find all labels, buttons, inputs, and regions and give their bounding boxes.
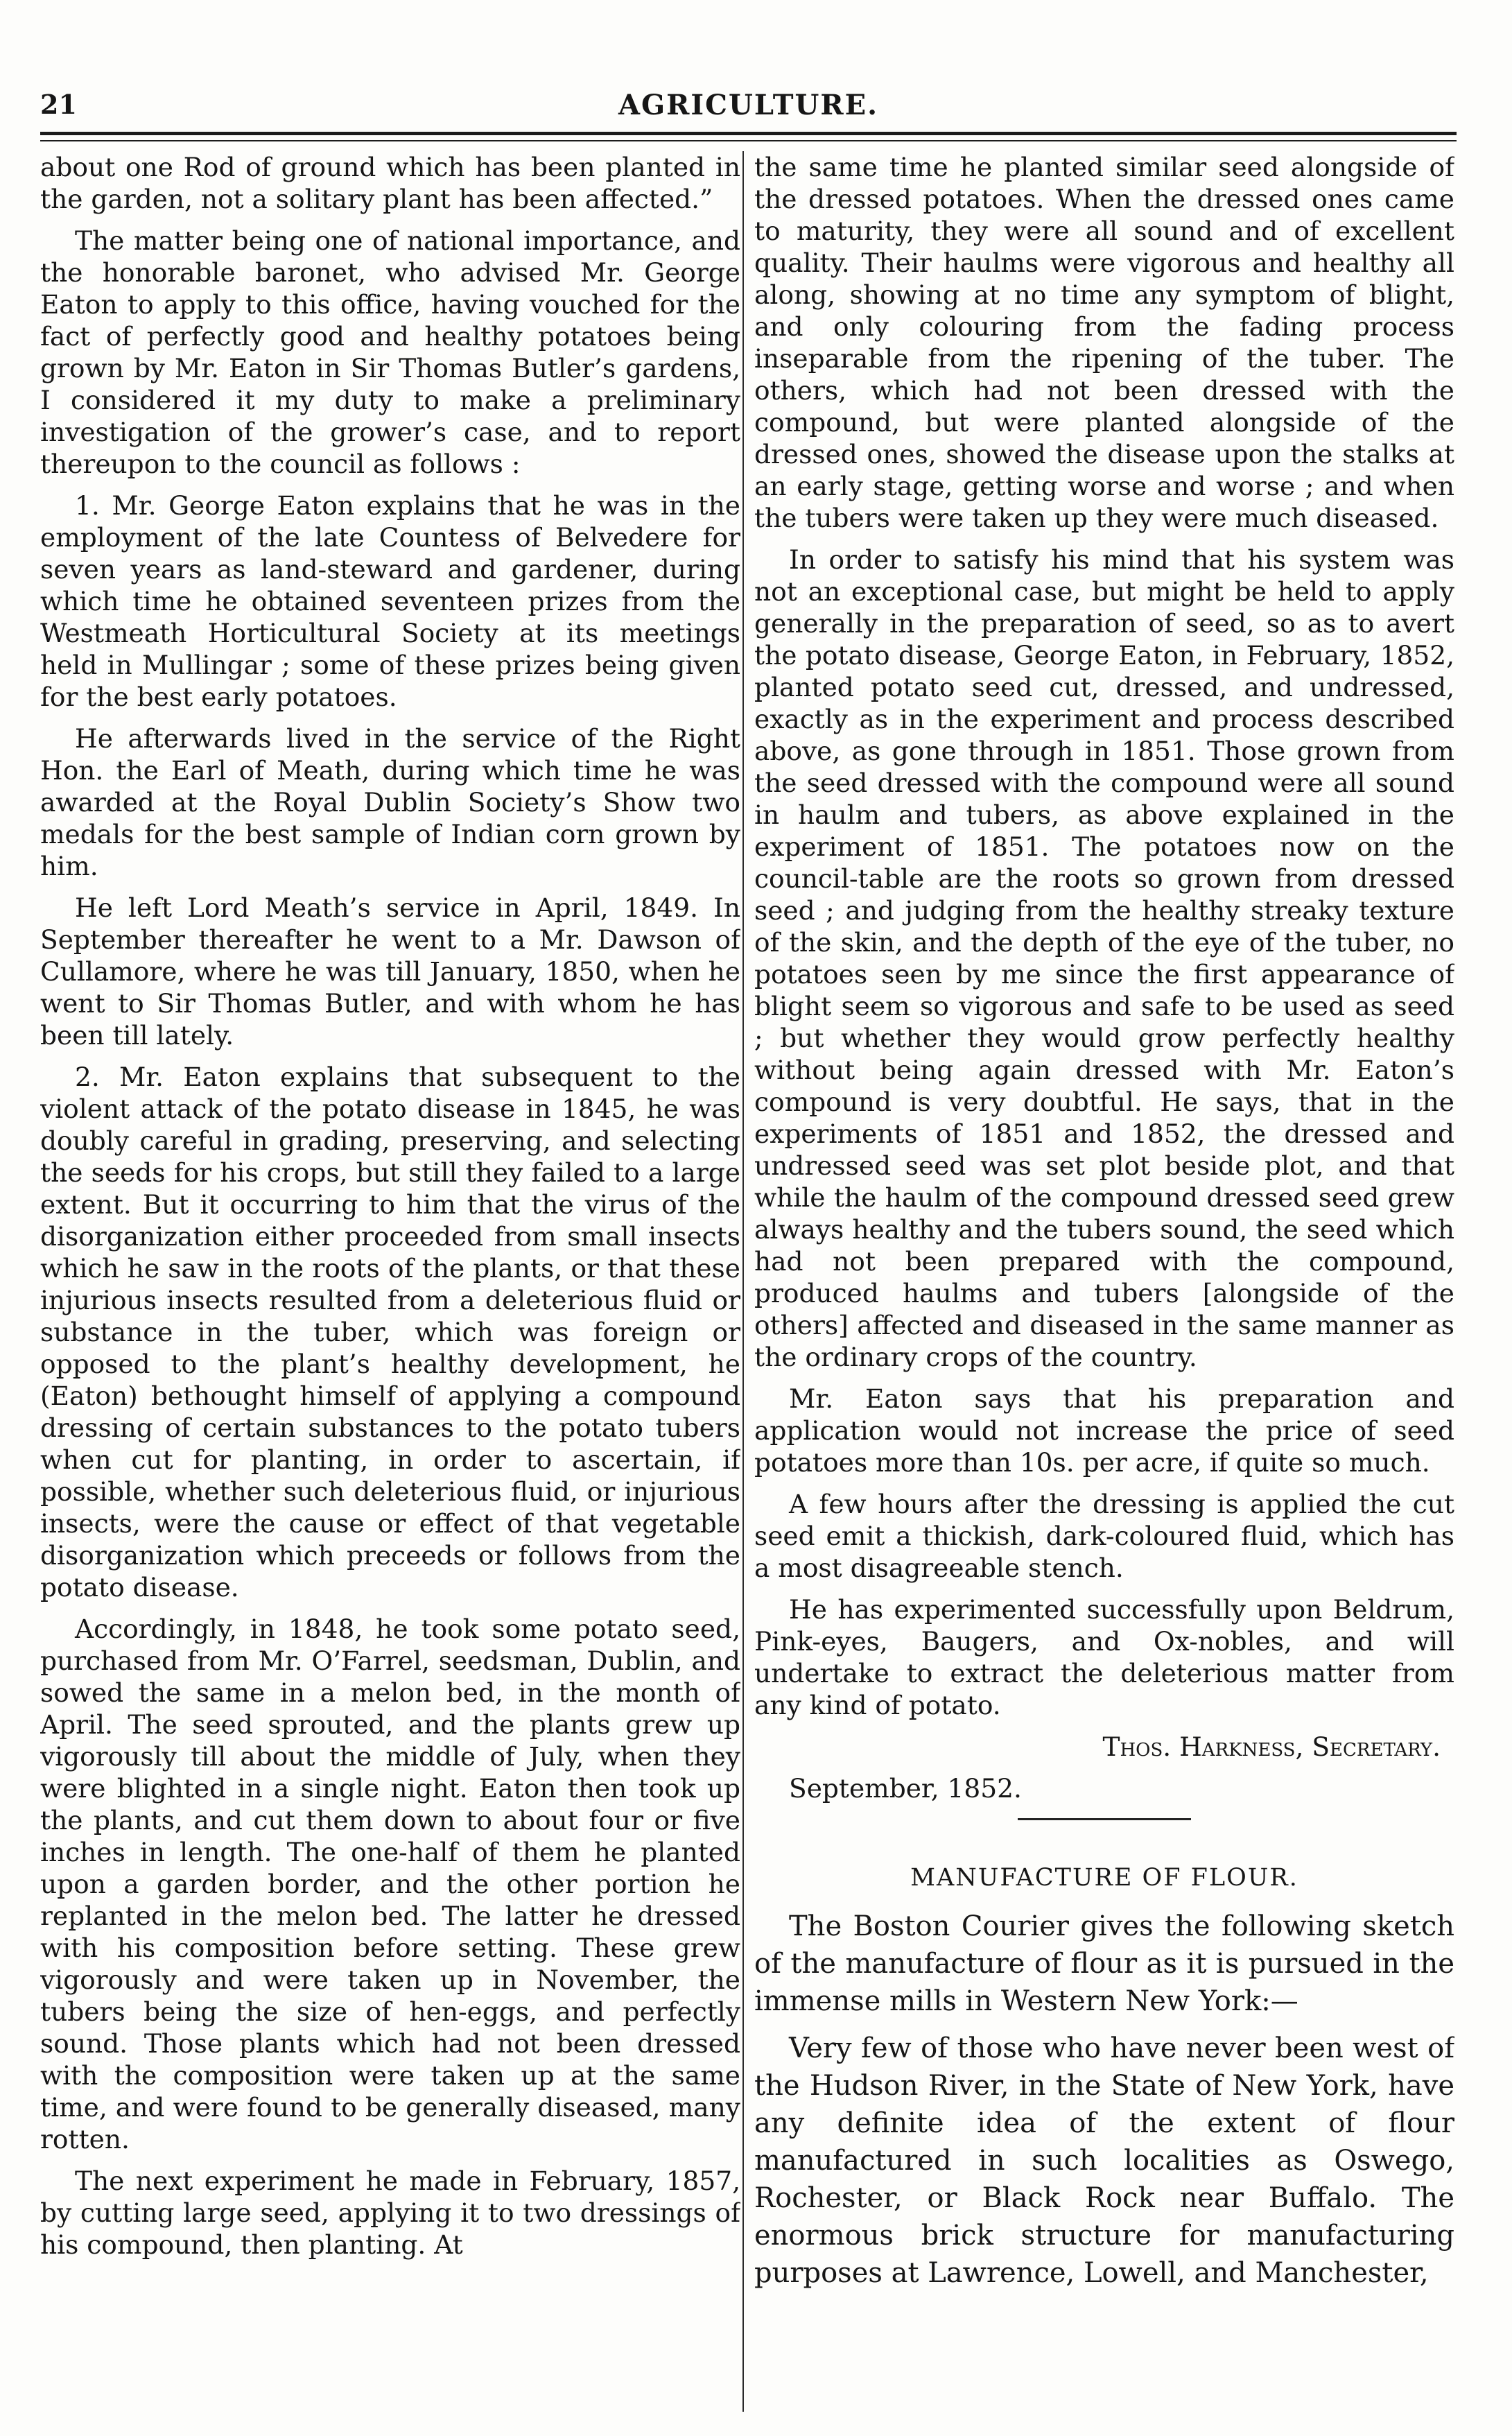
paragraph: He afterwards lived in the service of the Right Hon. the Earl of Meath, during which time he was awarded at the Royal Dublin Society’s Show two medals for the best sample of Indian corn grown by him.: [40, 723, 740, 881]
paragraph: Accordingly, in 1848, he took some potato seed, purchased from Mr. O’Farrel, seedsman, Dublin, and sowed the same in a melon bed, in the month of April. The seed sprouted, and the plants grew up vigorously till about the middle of July, when they were blighted in a single night. Eaton then took up the plants, and cut them down to about four or five inches in length. The one-half of them he planted upon a garden border, and the other portion he replanted in the melon bed. The latter he dressed with his composition before setting. These grew vigorously and were taken up in November, the tubers being the size of hen-eggs, and perfectly sound. Those plants which had not been dressed with the composition were taken up at the same time, and were found to be generally diseased, many rotten.: [40, 1614, 740, 2154]
header-rule-thin: [40, 140, 1457, 141]
paragraph: the same time he planted similar seed alongside of the dressed potatoes. When the dressed ones came to maturity, they were all sound and of excellent quality. Their haulms were vigorous and healthy all along, showing at no time any symptom of blight, and only colouring from the fading process inseparable from the ripening of the tuber. The others, which had not been dressed with the compound, but were planted alongside of the dressed ones, showed the disease upon the stalks at an early stage, getting worse and worse ; and when the tubers were taken up they were much diseased.: [754, 152, 1454, 533]
paragraph: 1. Mr. George Eaton explains that he was in the employment of the late Countess of Belvedere for seven years as land-steward and gardener, during which time he obtained seventeen prizes from the Westmeath Horticultural Society at its meetings held in Mullingar ; some of these prizes being given for the best early potatoes.: [40, 490, 740, 712]
running-title: AGRICULTURE.: [618, 89, 879, 121]
left-column: [40, 151, 740, 2419]
paragraph: Very few of those who have never been west of the Hudson River, in the State of New York, have any definite idea of the extent of flour manufactured in such localities as Oswego, Rochester, or Black Rock near Buffalo. The enormous brick structure for manufacturing purposes at Lawrence, Lowell, and Manchester,: [754, 2032, 1454, 2289]
paragraph: The Boston Courier gives the following sketch of the manufacture of flour as it is pursued in the immense mills in Western New York:—: [754, 1910, 1454, 2017]
paragraph: In order to satisfy his mind that his system was not an exceptional case, but might be held to apply generally in the preparation of seed, so as to avert the potato disease, George Eaton, in February, 1852, planted potato seed cut, dressed, and undressed, exactly as in the experiment and process described above, as gone through in 1851. Those grown from the seed dressed with the compound were all sound in haulm and tubers, as above explained in the experiment of 1851. The potatoes now on the council-table are the roots so grown from dressed seed ; and judging from the healthy streaky texture of the skin, and the depth of the eye of the tuber, no potatoes seen by me since the first appearance of blight seem so vigorous and safe to be used as seed ; but whether they would grow perfectly healthy without being again dressed with Mr. Eaton’s compound is very doubtful. He says, that in the experiments of 1851 and 1852, the dressed and undressed seed was set plot beside plot, and that while the haulm of the compound dressed seed grew always healthy and the tubers sound, the seed which had not been prepared with the compound, produced haulms and tubers [alongside of the others] affected and diseased in the same manner as the ordinary crops of the country.: [754, 544, 1454, 1372]
paragraph: about one Rod of ground which has been planted in the garden, not a solitary plant has been affected.”: [40, 152, 740, 214]
paragraph: The matter being one of national importance, and the honorable baronet, who advised Mr. George Eaton to apply to this office, having vouched for the fact of perfectly good and healthy potatoes being grown by Mr. Eaton in Sir Thomas Butler’s gardens, I considered it my duty to make a preliminary investigation of the grower’s case, and to report thereupon to the council as follows :: [40, 225, 740, 479]
header-rule-thick: [40, 132, 1457, 135]
paragraph: The next experiment he made in February, 1857, by cutting large seed, applying it to two dressings of his compound, then planting. At: [40, 2166, 740, 2260]
signature-date: September, 1852.: [789, 1773, 1022, 1804]
paragraph: A few hours after the dressing is applied the cut seed emit a thickish, dark-coloured fluid, which has a most disagreeable stench.: [754, 1489, 1454, 1583]
signature-name: Thos. Harkness, Secretary.: [1102, 1731, 1441, 1762]
page-header: [40, 89, 1457, 130]
paragraph: He has experimented successfully upon Beldrum, Pink-eyes, Baugers, and Ox-nobles, and will undertake to extract the deleterious matter from any kind of potato.: [754, 1594, 1454, 1720]
paragraph: 2. Mr. Eaton explains that subsequent to the violent attack of the potato disease in 1845, he was doubly careful in grading, preserving, and selecting the seeds for his crops, but still they failed to a large extent. But it occurring to him that the virus of the disorganization either proceeded from small insects which he saw in the roots of the plants, or that these injurious insects resulted from a deleterious fluid or substance in the tuber, which was foreign or opposed to the plant’s healthy development, he (Eaton) bethought himself of applying a compound dressing of certain substances to the potato tubers when cut for planting, in order to ascertain, if possible, whether such deleterious fluid, or injurious insects, were the cause or effect of that vegetable disorganization which preceeds or follows from the potato disease.: [40, 1062, 740, 1603]
page-number: 21: [40, 89, 77, 120]
section-title: MANUFACTURE OF FLOUR.: [910, 1864, 1298, 1892]
column-divider: [742, 151, 744, 2412]
paragraph: Mr. Eaton says that his preparation and application would not increase the price of seed potatoes more than 10s. per acre, if quite so much.: [754, 1383, 1454, 1478]
right-column: [754, 151, 1454, 2419]
section-separator: [1018, 1818, 1191, 1820]
paragraph: He left Lord Meath’s service in April, 1849. In September thereafter he went to a Mr. Dawson of Cullamore, where he was till January, 1850, when he went to Sir Thomas Butler, and with whom he has been till lately.: [40, 892, 740, 1051]
